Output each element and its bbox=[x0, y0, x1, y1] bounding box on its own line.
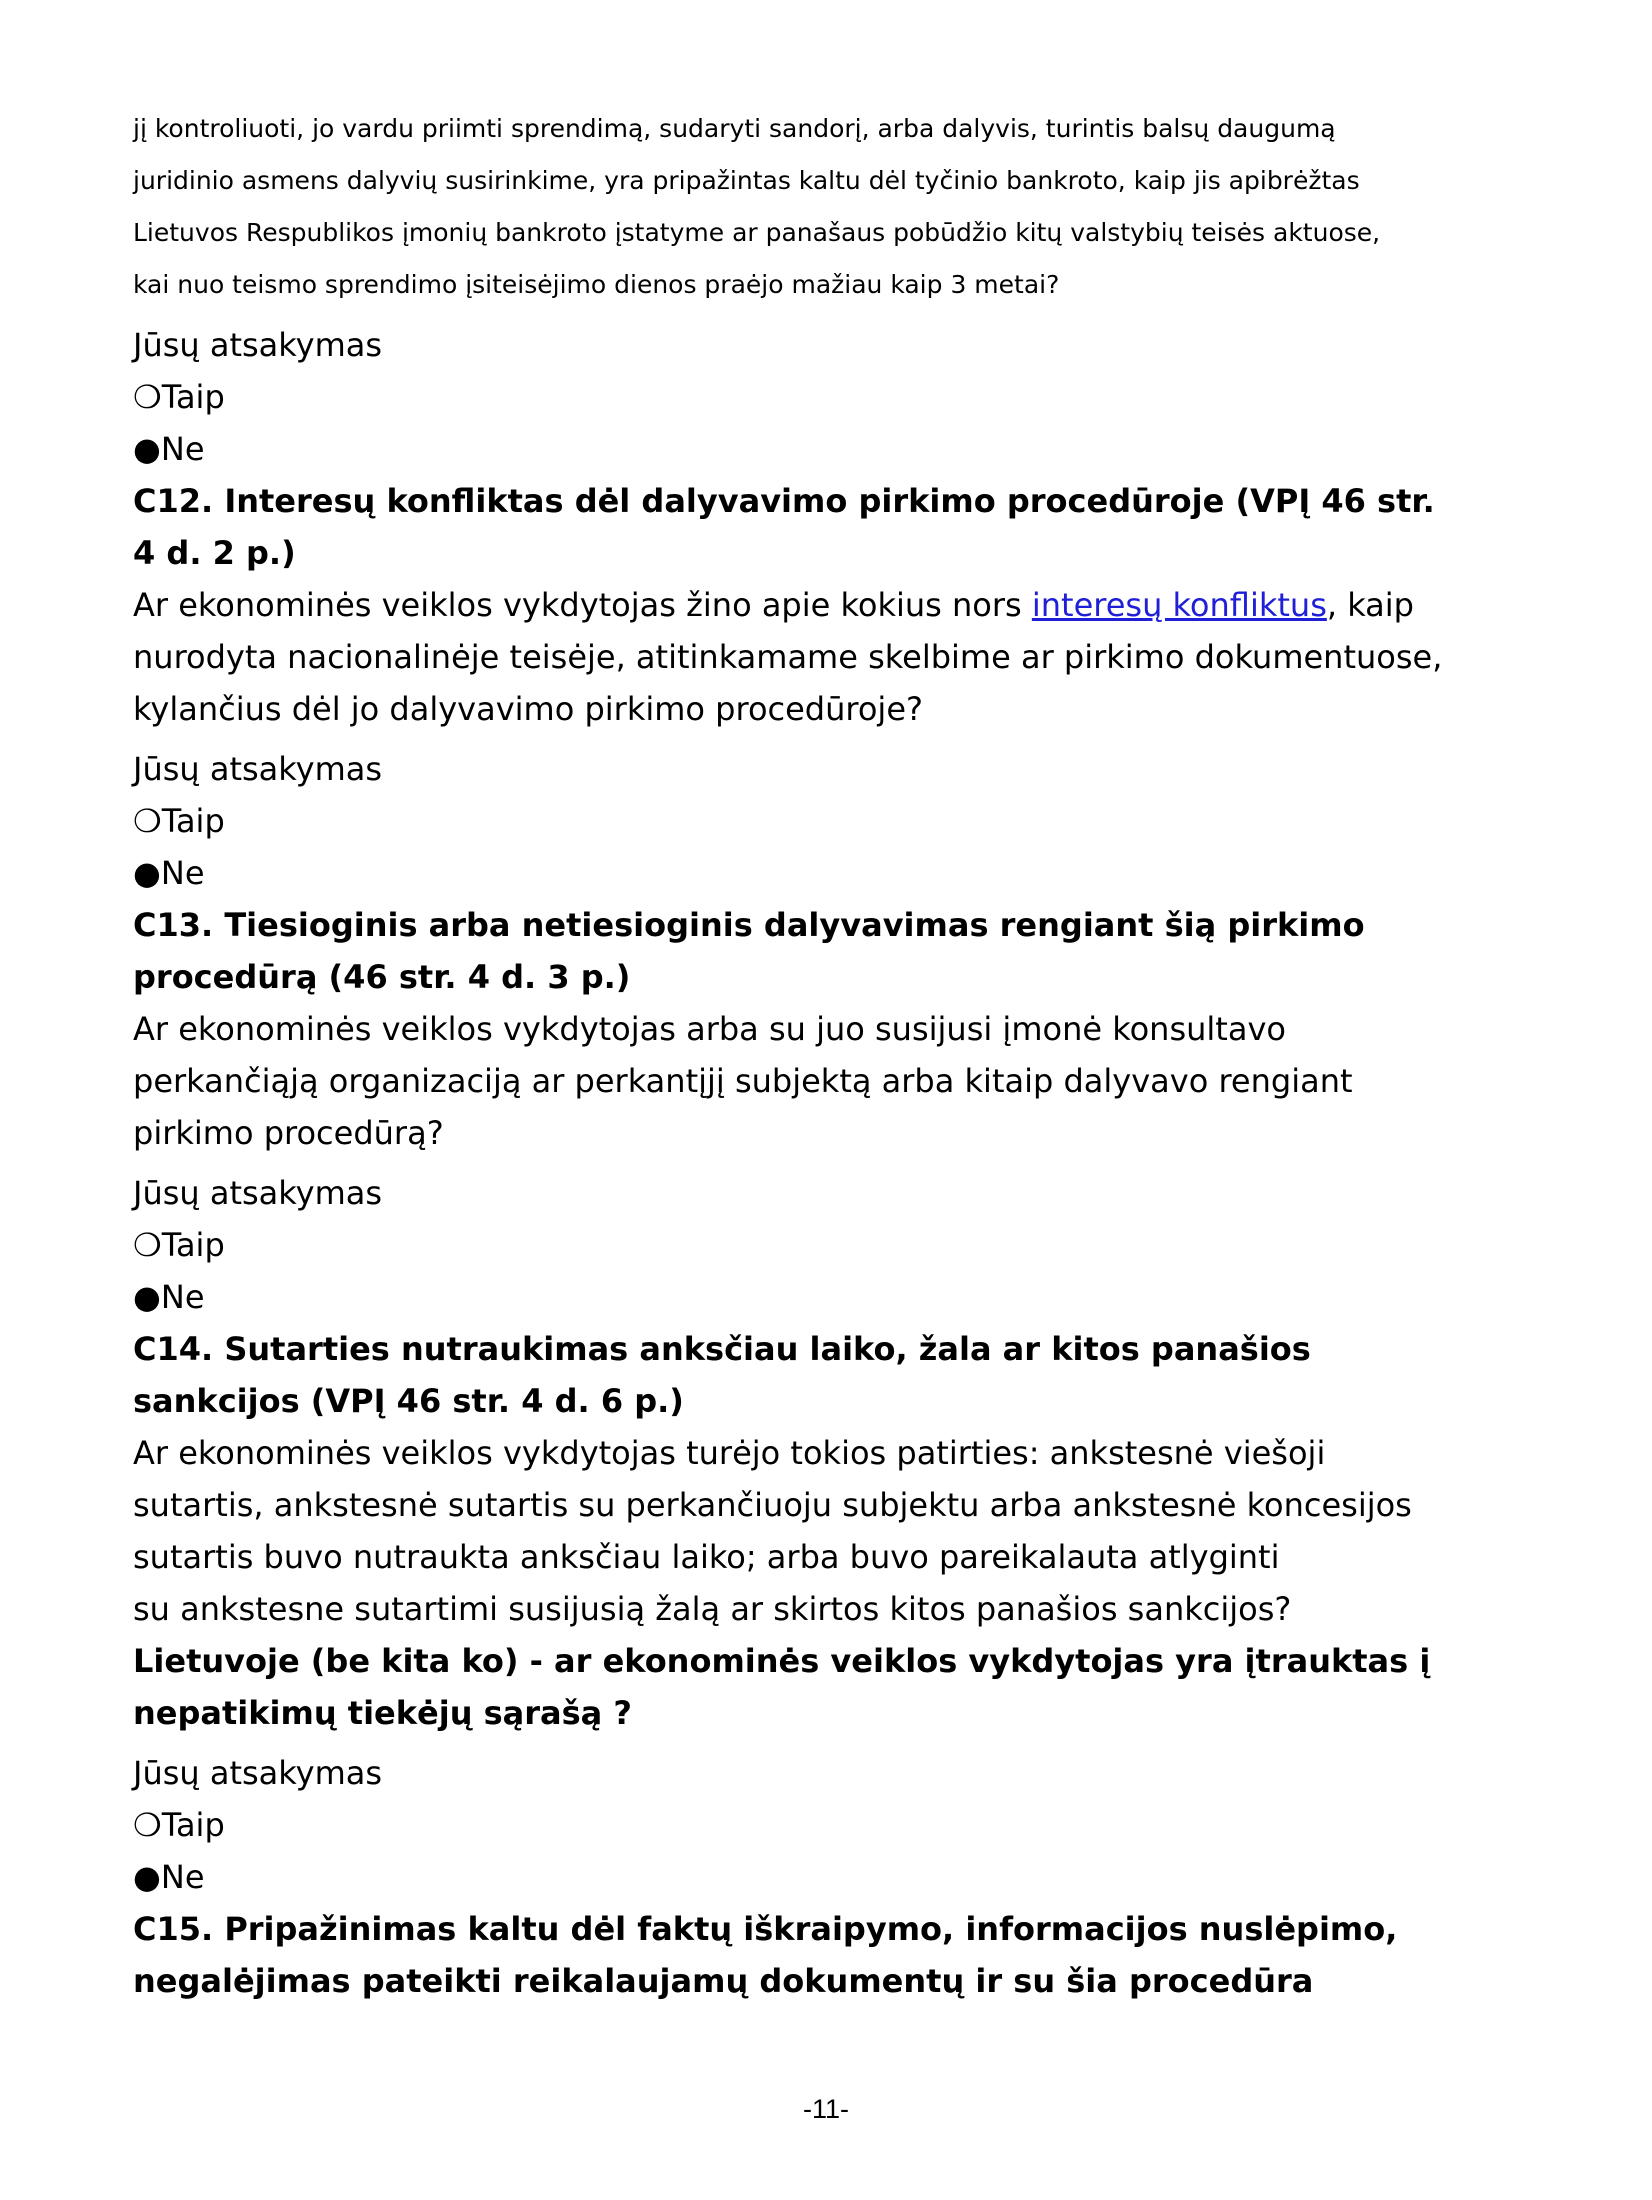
radio-unselected-icon[interactable]: ❍ bbox=[133, 802, 162, 840]
title-line: C14. Sutarties nutraukimas anksčiau laiko, žala ar kitos panašios bbox=[133, 1330, 1311, 1368]
title-line: C15. Pripažinimas kaltu dėl faktų iškraipymo, informacijos nuslėpimo, bbox=[133, 1910, 1398, 1948]
option-no[interactable] bbox=[133, 423, 1533, 475]
question-line: Ar ekonominės veiklos vykdytojas turėjo tokios patirties: ankstesnė viešoji bbox=[133, 1434, 1326, 1472]
radio-unselected-icon[interactable]: ❍ bbox=[133, 1806, 162, 1844]
answer-block-c12 bbox=[133, 743, 1533, 899]
question-text: , kaip bbox=[1326, 586, 1414, 624]
intro-line: Lietuvos Respublikos įmonių bankroto įstatyme ar panašaus pobūdžio kitų valstybių teisės aktuose, bbox=[133, 218, 1381, 247]
option-yes-label: Taip bbox=[161, 378, 225, 416]
question-line: pirkimo procedūrą? bbox=[133, 1114, 444, 1152]
option-no[interactable] bbox=[133, 1271, 1533, 1323]
option-yes[interactable] bbox=[133, 795, 1533, 847]
option-yes-label: Taip bbox=[161, 1806, 225, 1844]
option-no-label: Ne bbox=[160, 1858, 205, 1896]
section-title-c13 bbox=[133, 899, 1533, 1003]
radio-unselected-icon[interactable]: ❍ bbox=[133, 1226, 162, 1264]
option-no[interactable] bbox=[133, 847, 1533, 899]
section-title-c12 bbox=[133, 475, 1533, 579]
title-line: C12. Interesų konfliktas dėl dalyvavimo pirkimo procedūroje (VPĮ 46 str. bbox=[133, 482, 1435, 520]
option-yes-label: Taip bbox=[161, 1226, 225, 1264]
intro-line: jį kontroliuoti, jo vardu priimti sprendimą, sudaryti sandorį, arba dalyvis, turintis balsų daugumą bbox=[133, 114, 1336, 143]
question-line: nurodyta nacionalinėje teisėje, atitinkamame skelbime ar pirkimo dokumentuose, bbox=[133, 638, 1443, 676]
note-line: Lietuvoje (be kita ko) - ar ekonominės veiklos vykdytojas yra įtrauktas į bbox=[133, 1642, 1431, 1680]
answer-block-c14 bbox=[133, 1747, 1533, 1903]
question-line bbox=[133, 579, 1533, 631]
intro-line: kai nuo teismo sprendimo įsiteisėjimo dienos praėjo mažiau kaip 3 metai? bbox=[133, 270, 1060, 299]
question-c13 bbox=[133, 1003, 1533, 1159]
question-c12 bbox=[133, 579, 1533, 735]
title-line: sankcijos (VPĮ 46 str. 4 d. 6 p.) bbox=[133, 1382, 684, 1420]
page-content bbox=[133, 103, 1533, 2007]
title-line: 4 d. 2 p.) bbox=[133, 534, 296, 572]
question-line: kylančius dėl jo dalyvavimo pirkimo procedūroje? bbox=[133, 690, 923, 728]
title-line: C13. Tiesioginis arba netiesioginis dalyvavimas rengiant šią pirkimo bbox=[133, 906, 1365, 944]
question-line: perkančiąją organizaciją ar perkantįjį subjektą arba kitaip dalyvavo rengiant bbox=[133, 1062, 1353, 1100]
question-c14 bbox=[133, 1427, 1533, 1635]
question-line: sutartis, ankstesnė sutartis su perkančiuoju subjektu arba ankstesnė koncesijos bbox=[133, 1486, 1412, 1524]
section-title-c15 bbox=[133, 1903, 1533, 2007]
option-no-label: Ne bbox=[160, 430, 205, 468]
option-yes-label: Taip bbox=[161, 802, 225, 840]
note-line: nepatikimų tiekėjų sąrašą ? bbox=[133, 1694, 632, 1732]
answer-label: Jūsų atsakymas bbox=[133, 1754, 383, 1792]
question-line: sutartis buvo nutraukta anksčiau laiko; arba buvo pareikalauta atlyginti bbox=[133, 1538, 1280, 1576]
page-number: -11- bbox=[802, 2094, 849, 2124]
question-text: Ar ekonominės veiklos vykdytojas žino apie kokius nors bbox=[133, 586, 1032, 624]
intro-line: juridinio asmens dalyvių susirinkime, yra pripažintas kaltu dėl tyčinio bankroto, kaip jis apibrėžtas bbox=[133, 166, 1360, 195]
option-no[interactable] bbox=[133, 1851, 1533, 1903]
title-line: procedūrą (46 str. 4 d. 3 p.) bbox=[133, 958, 631, 996]
intro-paragraph bbox=[133, 103, 1533, 311]
option-no-label: Ne bbox=[160, 1278, 205, 1316]
radio-selected-icon[interactable]: ● bbox=[133, 1278, 161, 1316]
note-c14 bbox=[133, 1635, 1533, 1739]
answer-label: Jūsų atsakymas bbox=[133, 750, 383, 788]
conflict-of-interest-link[interactable]: interesų konfliktus bbox=[1031, 586, 1327, 624]
option-no-label: Ne bbox=[160, 854, 205, 892]
question-line: Ar ekonominės veiklos vykdytojas arba su juo susijusi įmonė konsultavo bbox=[133, 1010, 1286, 1048]
answer-block-c13 bbox=[133, 1167, 1533, 1323]
option-yes[interactable] bbox=[133, 1799, 1533, 1851]
radio-unselected-icon[interactable]: ❍ bbox=[133, 378, 162, 416]
radio-selected-icon[interactable]: ● bbox=[133, 430, 161, 468]
radio-selected-icon[interactable]: ● bbox=[133, 854, 161, 892]
radio-selected-icon[interactable]: ● bbox=[133, 1858, 161, 1896]
answer-block-c11 bbox=[133, 319, 1533, 475]
answer-label: Jūsų atsakymas bbox=[133, 1174, 383, 1212]
option-yes[interactable] bbox=[133, 1219, 1533, 1271]
answer-label: Jūsų atsakymas bbox=[133, 326, 383, 364]
section-title-c14 bbox=[133, 1323, 1533, 1427]
question-line: su ankstesne sutartimi susijusią žalą ar skirtos kitos panašios sankcijos? bbox=[133, 1590, 1292, 1628]
option-yes[interactable] bbox=[133, 371, 1533, 423]
title-line: negalėjimas pateikti reikalaujamų dokumentų ir su šia procedūra bbox=[133, 1962, 1314, 2000]
